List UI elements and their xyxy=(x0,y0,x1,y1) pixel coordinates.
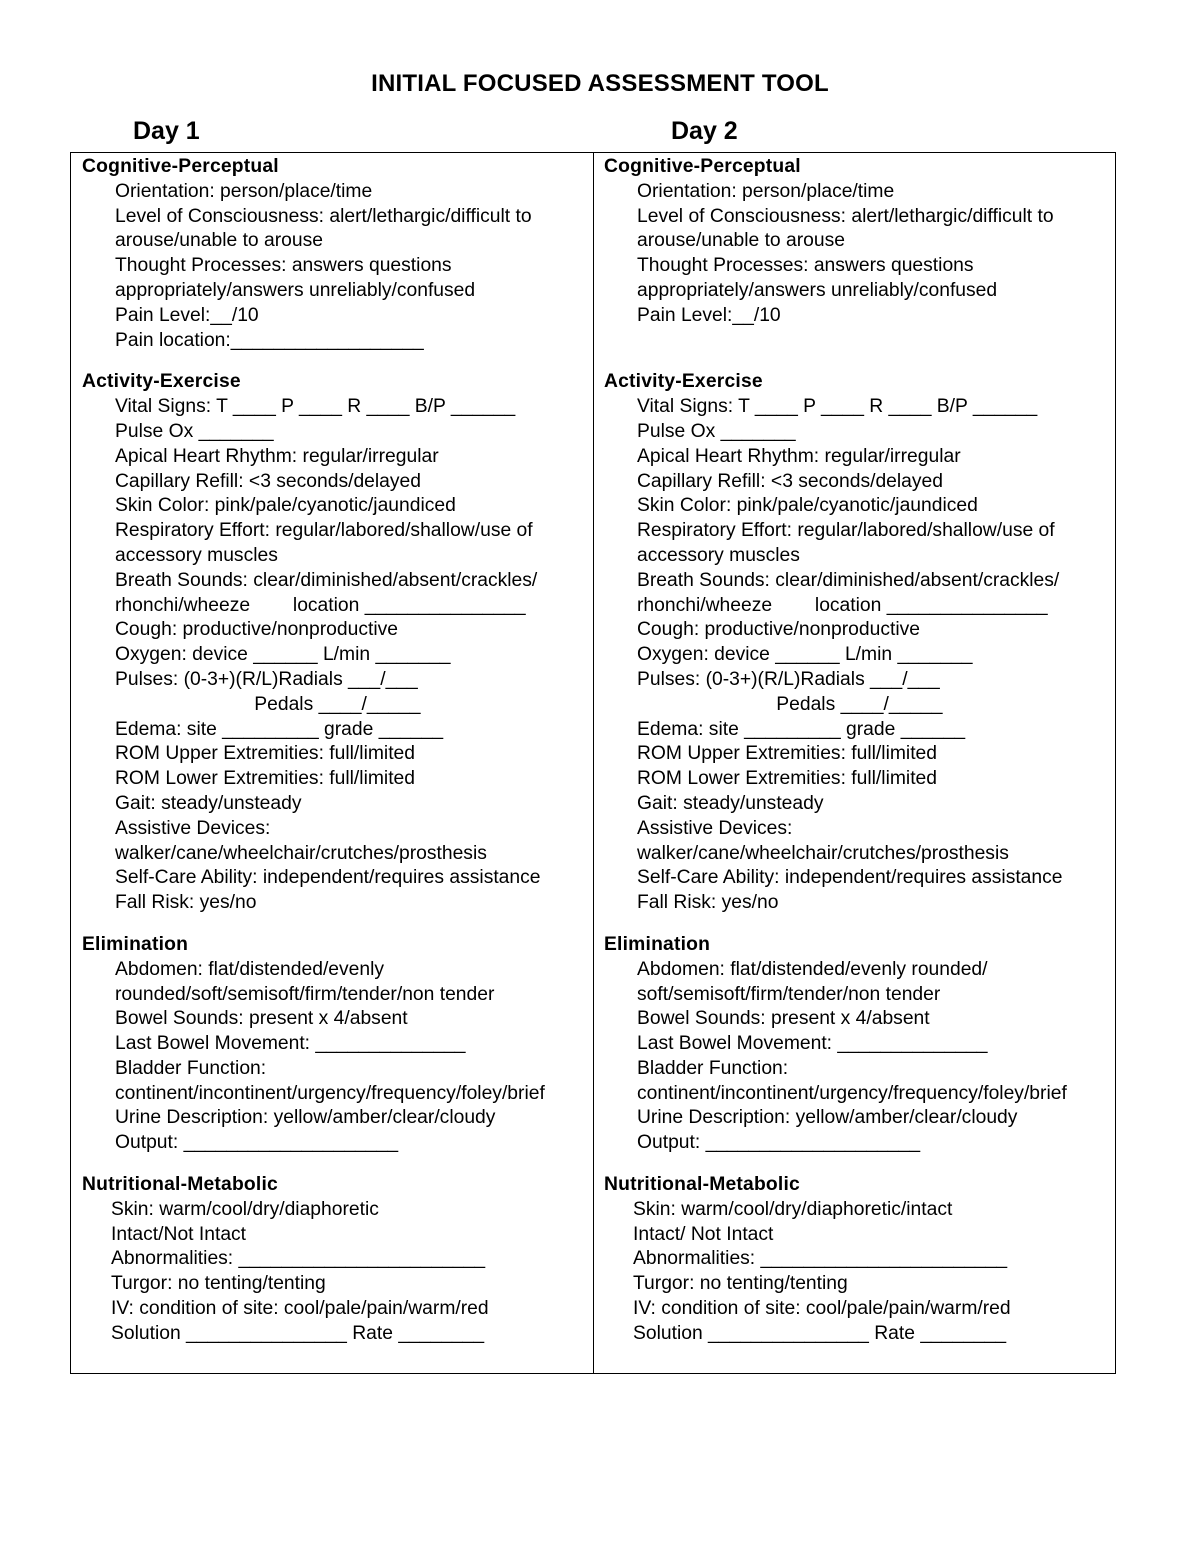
day-2-label: Day 2 xyxy=(671,117,738,145)
form-line: Output: ____________________ xyxy=(115,1132,399,1154)
form-line: Oxygen: device ______ L/min _______ xyxy=(637,644,973,666)
section-nutritional-metabolic xyxy=(604,1173,1115,1347)
form-line: Bladder Function: xyxy=(115,1057,267,1079)
form-line: IV: condition of site: cool/pale/pain/warm/red xyxy=(633,1298,1011,1320)
form-line: Orientation: person/place/time xyxy=(115,180,373,202)
section-nutritional-metabolic xyxy=(82,1173,593,1347)
form-line: Gait: steady/unsteady xyxy=(637,792,824,814)
form-line: Bowel Sounds: present x 4/absent xyxy=(115,1008,408,1030)
form-line: continent/incontinent/urgency/frequency/foley/brief xyxy=(115,1082,545,1104)
form-line: Intact/ Not Intact xyxy=(633,1223,774,1245)
form-line xyxy=(604,329,1115,354)
section-heading: Cognitive-Perceptual xyxy=(604,156,801,177)
section-heading: Activity-Exercise xyxy=(604,371,763,393)
form-line: Skin Color: pink/pale/cyanotic/jaundiced xyxy=(637,495,978,517)
day-1-column xyxy=(71,153,593,1373)
form-line: Urine Description: yellow/amber/clear/cloudy xyxy=(115,1107,496,1129)
form-line: Pedals ____/_____ xyxy=(115,693,421,715)
form-line: ROM Lower Extremities: full/limited xyxy=(115,768,415,790)
form-line: Capillary Refill: <3 seconds/delayed xyxy=(637,470,943,492)
form-line: soft/semisoft/firm/tender/non tender xyxy=(637,983,941,1005)
form-line: ROM Upper Extremities: full/limited xyxy=(115,743,415,765)
day-1-label: Day 1 xyxy=(133,117,200,145)
form-line: Skin: warm/cool/dry/diaphoretic/intact xyxy=(633,1198,953,1220)
form-line: Level of Consciousness: alert/lethargic/difficult to xyxy=(115,205,532,227)
form-line: Skin Color: pink/pale/cyanotic/jaundiced xyxy=(115,495,456,517)
form-line: ROM Upper Extremities: full/limited xyxy=(637,743,937,765)
form-line: walker/cane/wheelchair/crutches/prosthesis xyxy=(115,842,487,864)
form-line: arouse/unable to arouse xyxy=(637,230,845,252)
form-line: Pain location:__________________ xyxy=(115,329,424,351)
form-line: Cough: productive/nonproductive xyxy=(115,619,398,641)
section-heading: Elimination xyxy=(82,933,189,955)
section-heading: Elimination xyxy=(604,933,711,955)
form-line: Output: ____________________ xyxy=(637,1132,921,1154)
section-heading: Cognitive-Perceptual xyxy=(82,156,279,177)
form-line: Self-Care Ability: independent/requires assistance xyxy=(115,867,541,889)
form-line: Skin: warm/cool/dry/diaphoretic xyxy=(111,1198,379,1220)
form-line: accessory muscles xyxy=(637,544,800,566)
form-line: Pulse Ox _______ xyxy=(637,420,796,442)
form-line: Last Bowel Movement: ______________ xyxy=(115,1033,466,1055)
form-line: Solution _______________ Rate ________ xyxy=(633,1322,1007,1344)
form-line: rhonchi/wheeze location _______________ xyxy=(115,594,526,616)
form-line: appropriately/answers unreliably/confused xyxy=(115,279,476,301)
form-line: Pulses: (0-3+)(R/L)Radials ___/___ xyxy=(115,668,418,690)
form-line: Pain Level:__/10 xyxy=(115,304,259,326)
form-line: Oxygen: device ______ L/min _______ xyxy=(115,644,451,666)
section-cognitive-perceptual xyxy=(82,155,593,353)
form-line: Apical Heart Rhythm: regular/irregular xyxy=(115,445,439,467)
form-line: Fall Risk: yes/no xyxy=(637,892,779,914)
form-line: Self-Care Ability: independent/requires assistance xyxy=(637,867,1063,889)
form-line: continent/incontinent/urgency/frequency/foley/brief xyxy=(637,1082,1067,1104)
day-2-column xyxy=(593,153,1115,1373)
form-line: Abnormalities: _______________________ xyxy=(633,1248,1008,1270)
section-heading: Activity-Exercise xyxy=(82,371,241,393)
form-line: Urine Description: yellow/amber/clear/cloudy xyxy=(637,1107,1018,1129)
section-activity-exercise xyxy=(604,370,1115,916)
section-heading: Nutritional-Metabolic xyxy=(82,1174,278,1196)
form-line: Pedals ____/_____ xyxy=(637,693,943,715)
form-line: Pulse Ox _______ xyxy=(115,420,274,442)
form-line: Turgor: no tenting/tenting xyxy=(633,1273,848,1295)
section-cognitive-perceptual xyxy=(604,155,1115,353)
form-line: accessory muscles xyxy=(115,544,278,566)
form-line: Vital Signs: T ____ P ____ R ____ B/P ______ xyxy=(637,396,1038,418)
section-elimination xyxy=(82,933,593,1156)
form-line: Fall Risk: yes/no xyxy=(115,892,257,914)
form-line: Last Bowel Movement: ______________ xyxy=(637,1033,988,1055)
form-line: Abdomen: flat/distended/evenly xyxy=(115,958,385,980)
form-line: Bladder Function: xyxy=(637,1057,789,1079)
form-line: ROM Lower Extremities: full/limited xyxy=(637,768,937,790)
form-line: Pulses: (0-3+)(R/L)Radials ___/___ xyxy=(637,668,940,690)
form-line: IV: condition of site: cool/pale/pain/warm/red xyxy=(111,1298,489,1320)
form-line: Breath Sounds: clear/diminished/absent/crackles/ xyxy=(637,569,1060,591)
section-heading: Nutritional-Metabolic xyxy=(604,1174,800,1196)
form-line: Abnormalities: _______________________ xyxy=(111,1248,486,1270)
form-line: Capillary Refill: <3 seconds/delayed xyxy=(115,470,421,492)
document-title: INITIAL FOCUSED ASSESSMENT TOOL xyxy=(371,70,829,97)
form-line: Edema: site _________ grade ______ xyxy=(637,718,966,740)
form-line: rounded/soft/semisoft/firm/tender/non tender xyxy=(115,983,495,1005)
section-activity-exercise xyxy=(82,370,593,916)
section-elimination xyxy=(604,933,1115,1156)
form-line: Breath Sounds: clear/diminished/absent/crackles/ xyxy=(115,569,538,591)
form-line: Respiratory Effort: regular/labored/shallow/use of xyxy=(115,520,533,542)
form-line: Thought Processes: answers questions xyxy=(115,255,452,277)
form-line: appropriately/answers unreliably/confused xyxy=(637,279,998,301)
form-line: Respiratory Effort: regular/labored/shallow/use of xyxy=(637,520,1055,542)
form-line: Pain Level:__/10 xyxy=(637,304,781,326)
form-line: Abdomen: flat/distended/evenly rounded/ xyxy=(637,958,988,980)
form-line: Orientation: person/place/time xyxy=(637,180,895,202)
form-line: Level of Consciousness: alert/lethargic/difficult to xyxy=(637,205,1054,227)
form-line: walker/cane/wheelchair/crutches/prosthesis xyxy=(637,842,1009,864)
form-line: Intact/Not Intact xyxy=(111,1223,247,1245)
form-line: Edema: site _________ grade ______ xyxy=(115,718,444,740)
form-line: Vital Signs: T ____ P ____ R ____ B/P ______ xyxy=(115,396,516,418)
form-line: Solution _______________ Rate ________ xyxy=(111,1322,485,1344)
form-line: Apical Heart Rhythm: regular/irregular xyxy=(637,445,961,467)
assessment-table xyxy=(70,152,1116,1374)
form-line: Bowel Sounds: present x 4/absent xyxy=(637,1008,930,1030)
form-line: arouse/unable to arouse xyxy=(115,230,323,252)
form-line: Turgor: no tenting/tenting xyxy=(111,1273,326,1295)
form-line: Thought Processes: answers questions xyxy=(637,255,974,277)
form-line: Assistive Devices: xyxy=(115,817,271,839)
form-line: Cough: productive/nonproductive xyxy=(637,619,920,641)
form-line: rhonchi/wheeze location _______________ xyxy=(637,594,1048,616)
form-line: Assistive Devices: xyxy=(637,817,793,839)
form-line: Gait: steady/unsteady xyxy=(115,792,302,814)
